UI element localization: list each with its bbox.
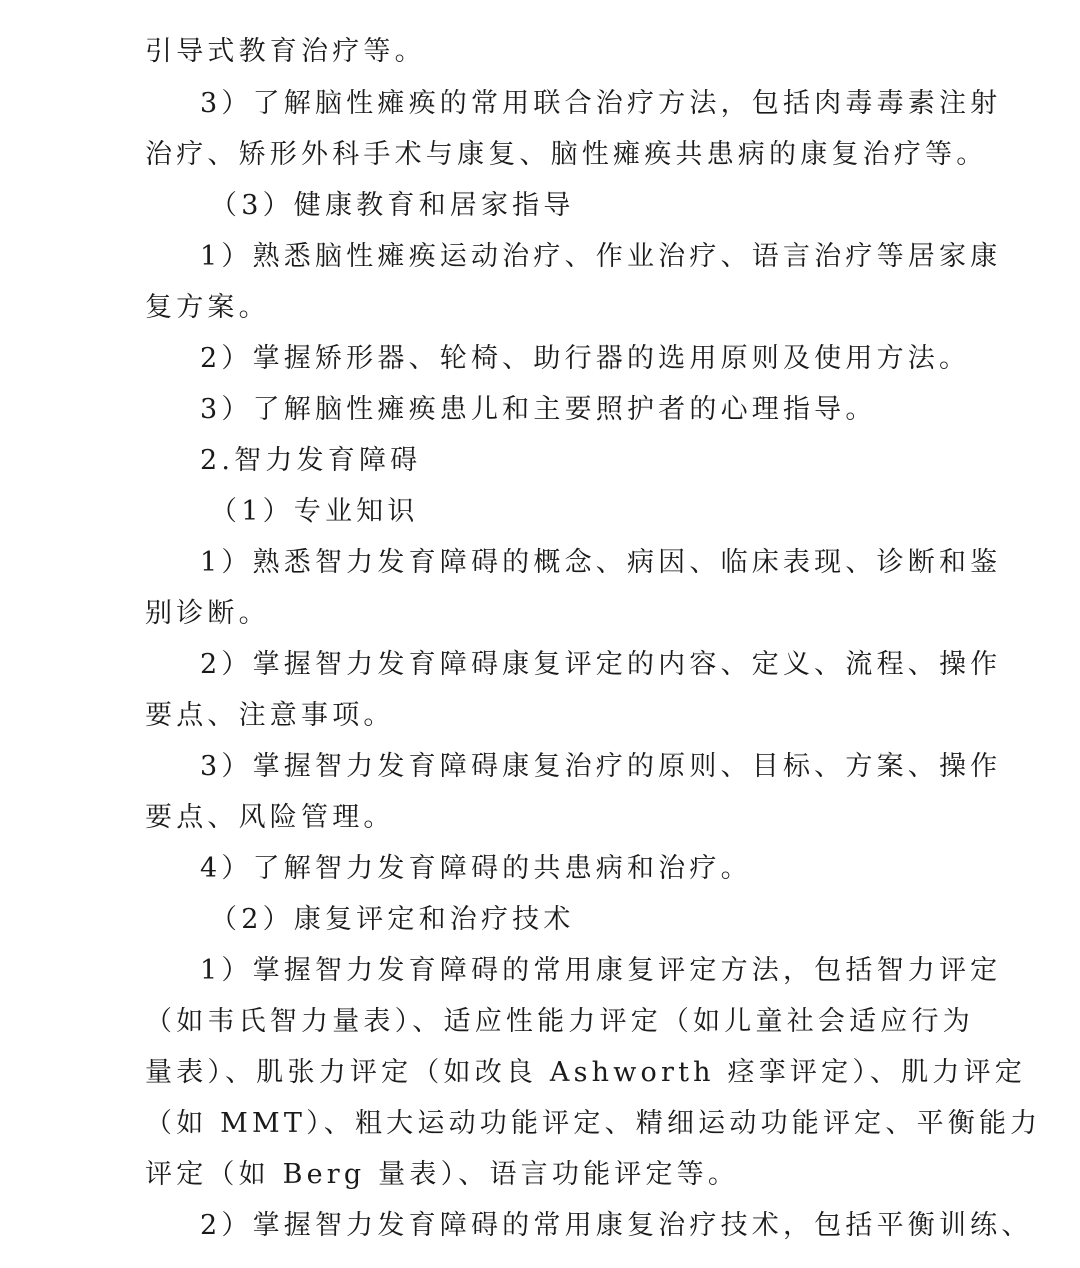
text-line: （如韦氏智力量表）、适应性能力评定（如儿童社会适应行为	[145, 1006, 974, 1037]
text-line: （如 MMT）、粗大运动功能评定、精细运动功能评定、平衡能力	[145, 1108, 1042, 1139]
text-line: 2）掌握矫形器、轮椅、助行器的选用原则及使用方法。	[200, 343, 971, 374]
section-heading: （1）专业知识	[210, 496, 419, 527]
text-line: 治疗、矫形外科手术与康复、脑性瘫痪共患病的康复治疗等。	[145, 139, 988, 170]
text-line: 别诊断。	[145, 598, 270, 629]
text-line: 引导式教育治疗等。	[145, 36, 426, 67]
text-line: 2）掌握智力发育障碍的常用康复治疗技术，包括平衡训练、	[200, 1210, 1033, 1241]
text-line: 1）掌握智力发育障碍的常用康复评定方法，包括智力评定	[200, 955, 1002, 986]
text-line: 复方案。	[145, 292, 270, 323]
section-heading: （2）康复评定和治疗技术	[210, 904, 575, 935]
section-heading: （3）健康教育和居家指导	[210, 190, 575, 221]
text-line: 1）熟悉脑性瘫痪运动治疗、作业治疗、语言治疗等居家康	[200, 241, 1002, 272]
section-heading: 2.智力发育障碍	[200, 445, 422, 476]
text-line: 4）了解智力发育障碍的共患病和治疗。	[200, 853, 752, 884]
text-line: 1）熟悉智力发育障碍的概念、病因、临床表现、诊断和鉴	[200, 547, 1002, 578]
text-line: 要点、注意事项。	[145, 700, 395, 731]
text-line: 2）掌握智力发育障碍康复评定的内容、定义、流程、操作	[200, 649, 1002, 680]
text-line: 评定（如 Berg 量表）、语言功能评定等。	[145, 1159, 740, 1190]
text-line: 3）了解脑性瘫痪患儿和主要照护者的心理指导。	[200, 394, 877, 425]
text-line: 量表）、肌张力评定（如改良 Ashworth 痉挛评定）、肌力评定	[145, 1057, 1027, 1088]
text-line: 要点、风险管理。	[145, 802, 395, 833]
text-line: 3）掌握智力发育障碍康复治疗的原则、目标、方案、操作	[200, 751, 1002, 782]
text-line: 3）了解脑性瘫痪的常用联合治疗方法，包括肉毒毒素注射	[200, 88, 1002, 119]
